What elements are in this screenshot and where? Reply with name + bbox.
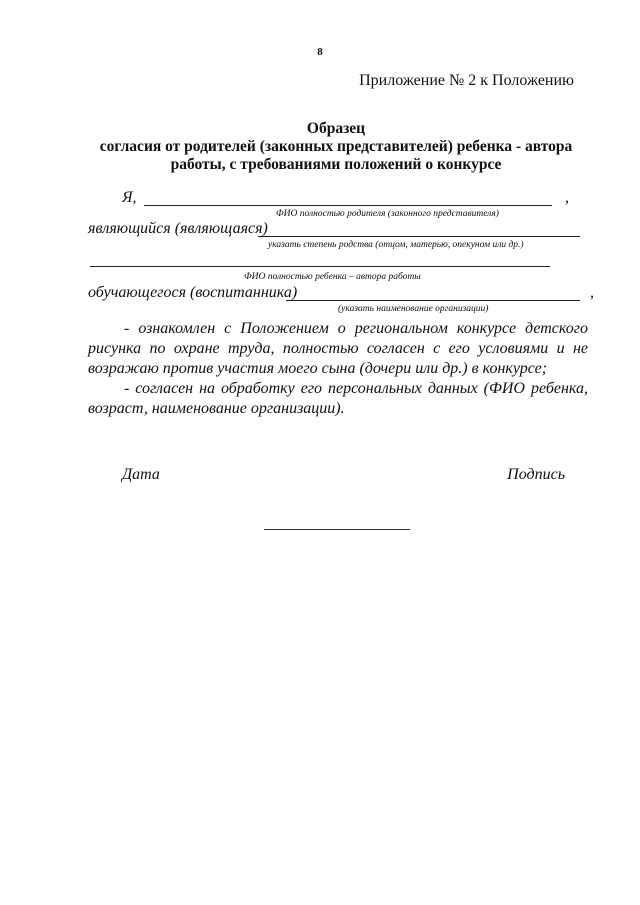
paragraph-consent-text: - согласен на обработку его персональных данных (ФИО ребенка, возраст, наименование организации).: [88, 380, 588, 417]
student-comma: ,: [590, 284, 594, 301]
relation-hint: указать степень родства (отцом, матерью, опекуном или др.): [268, 240, 524, 250]
relation-row: [0, 220, 640, 240]
child-name-hint: ФИО полностью ребенка – автора работы: [244, 272, 421, 282]
relation-line[interactable]: [258, 236, 580, 237]
date-label: Дата: [122, 466, 160, 483]
paragraph-consent: [88, 379, 588, 419]
end-separator-line: [264, 529, 410, 530]
title-line-3: работы, с требованиями положений о конкурсе: [170, 156, 502, 173]
ya-label: Я,: [122, 189, 137, 206]
parent-name-hint: ФИО полностью родителя (законного представителя): [276, 209, 499, 219]
organization-line[interactable]: [286, 300, 580, 301]
page-number: 8: [317, 46, 323, 58]
parent-name-line[interactable]: [144, 205, 552, 206]
signature-label: Подпись: [507, 466, 565, 483]
title-line-2: согласия от родителей (законных представителей) ребенка - автора: [99, 138, 573, 155]
paragraph-acknowledgement: [88, 319, 588, 379]
paragraph-acknowledgement-text: - ознакомлен с Положением о региональном конкурсе детского рисунка по охране труда, полностью согласен с его условиями и не возражаю против участия моего сына (дочери или др.) в конкурсе;: [88, 320, 588, 377]
ya-comma: ,: [565, 189, 569, 206]
child-name-line[interactable]: [90, 266, 550, 267]
title-line-1: Образец: [306, 120, 366, 137]
document-title: [80, 120, 592, 174]
parent-name-row: [0, 189, 640, 209]
relation-label: являющийся (являющаяся): [88, 220, 268, 237]
student-label: обучающегося (воспитанника): [88, 284, 298, 301]
organization-hint: (указать наименование организации): [338, 304, 489, 314]
appendix-reference: Приложение № 2 к Положению: [359, 72, 574, 89]
student-row: [0, 284, 640, 304]
